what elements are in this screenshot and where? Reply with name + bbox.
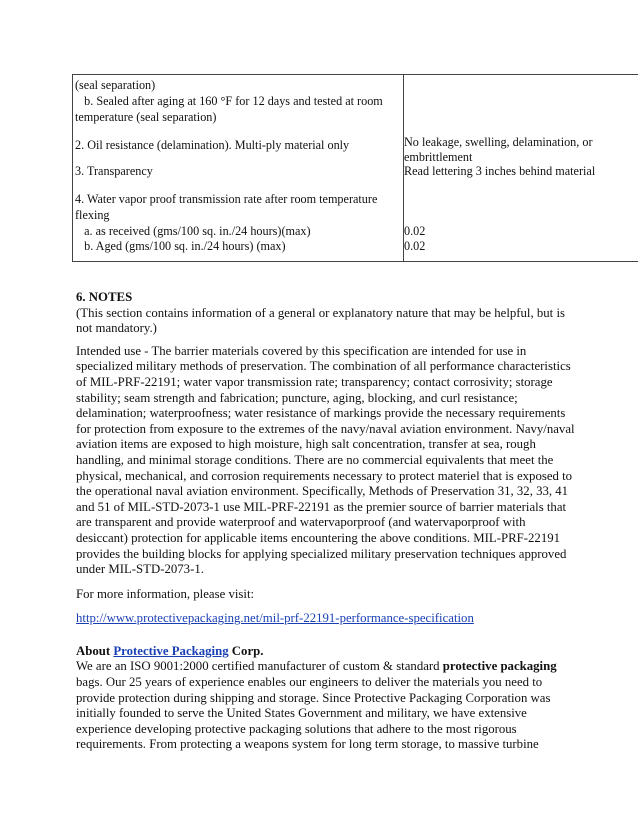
intended-use-paragraph: Intended use - The barrier materials covered by this specification are intended for use in specialized military methods of preservation. The combination of all performance characteristics of MIL-PRF-22191; water vapor transmission rate; transparency; contact corrosivity; storage stability; seam strength and fabrication; puncture, aging, blocking, and curl resistance; delamination; waterproofness; water resistance of markings provide the necessary requirements for protection from exposure to the extremes of the navy/naval aviation environment. Navy/naval aviation items are exposed to high moisture, high salt concentration, transfer at sea, rough handling, and minimal storage conditions. There are no commercial equivalents that meet the physical, mechanical, and corrosion requirements necessary to protect materiel that is exposed to the operational naval aviation environment. Specifically, Methods of Preservation 31, 32, 33, 41 and 51 of MIL-STD-2073-1 use MIL-PRF-22191 as the premier source of barrier materials that are transparent and provide waterproof and watervaporproof (and watervaporproof with desiccant) protection for applicable items encountering the above conditions. MIL-PRF-22191 provides the building blocks for applying specialized military preservation techniques approved under MIL-STD-2073-1. xyxy=(76,343,575,577)
table-cell: 4. Water vapor proof transmission rate after room temperature xyxy=(75,192,378,206)
about-paragraph xyxy=(76,659,576,753)
about-prefix: About xyxy=(76,643,114,658)
section-heading: 6. NOTES xyxy=(76,290,133,304)
table-cell: b. Sealed after aging at 160 °F for 12 days and tested at room xyxy=(75,94,383,108)
table-cell: 0.02 xyxy=(404,224,426,238)
notes-intro: (This section contains information of a general or explanatory nature that may be helpful, but is not mandatory.) xyxy=(76,305,565,336)
more-info-text: For more information, please visit: xyxy=(76,586,255,601)
about-suffix: Corp. xyxy=(228,643,264,658)
notes-section xyxy=(76,290,576,753)
table-cell: a. as received (gms/100 sq. in./24 hours)(max) xyxy=(75,224,311,238)
requirements-table xyxy=(72,74,638,262)
table-cell: embrittlement xyxy=(404,150,473,164)
spec-link[interactable]: http://www.protectivepackaging.net/mil-prf-22191-performance-specification xyxy=(76,611,474,626)
about-heading xyxy=(76,644,576,660)
table-cell: flexing xyxy=(75,208,110,222)
table-cell: 3. Transparency xyxy=(75,164,153,178)
about-text: We are an ISO 9001:2000 certified manufacturer of custom & standard xyxy=(76,659,443,674)
table-cell: Read lettering 3 inches behind material xyxy=(404,164,596,178)
table-cell: b. Aged (gms/100 sq. in./24 hours) (max) xyxy=(75,239,286,253)
about-text: bags. Our 25 years of experience enables our engineers to deliver the materials you need to provide protection during shipping and storage. Since Protective Packaging Corporation was initially founded to serve the United States Government and military, we have extensive experience developing protective packaging solutions that adhere to the most rigorous requirements. From protecting a weapons system for long term storage, to massive turbine xyxy=(76,675,551,752)
table-cell: No leakage, swelling, delamination, or xyxy=(404,135,593,149)
table-cell: 2. Oil resistance (delamination). Multi-ply material only xyxy=(75,138,350,152)
company-link[interactable]: Protective Packaging xyxy=(113,643,229,658)
table-cell: (seal separation) xyxy=(75,78,156,92)
about-bold-text: protective packaging xyxy=(442,659,557,674)
table-cell: temperature (seal separation) xyxy=(75,110,217,124)
table-cell: 0.02 xyxy=(404,239,426,253)
